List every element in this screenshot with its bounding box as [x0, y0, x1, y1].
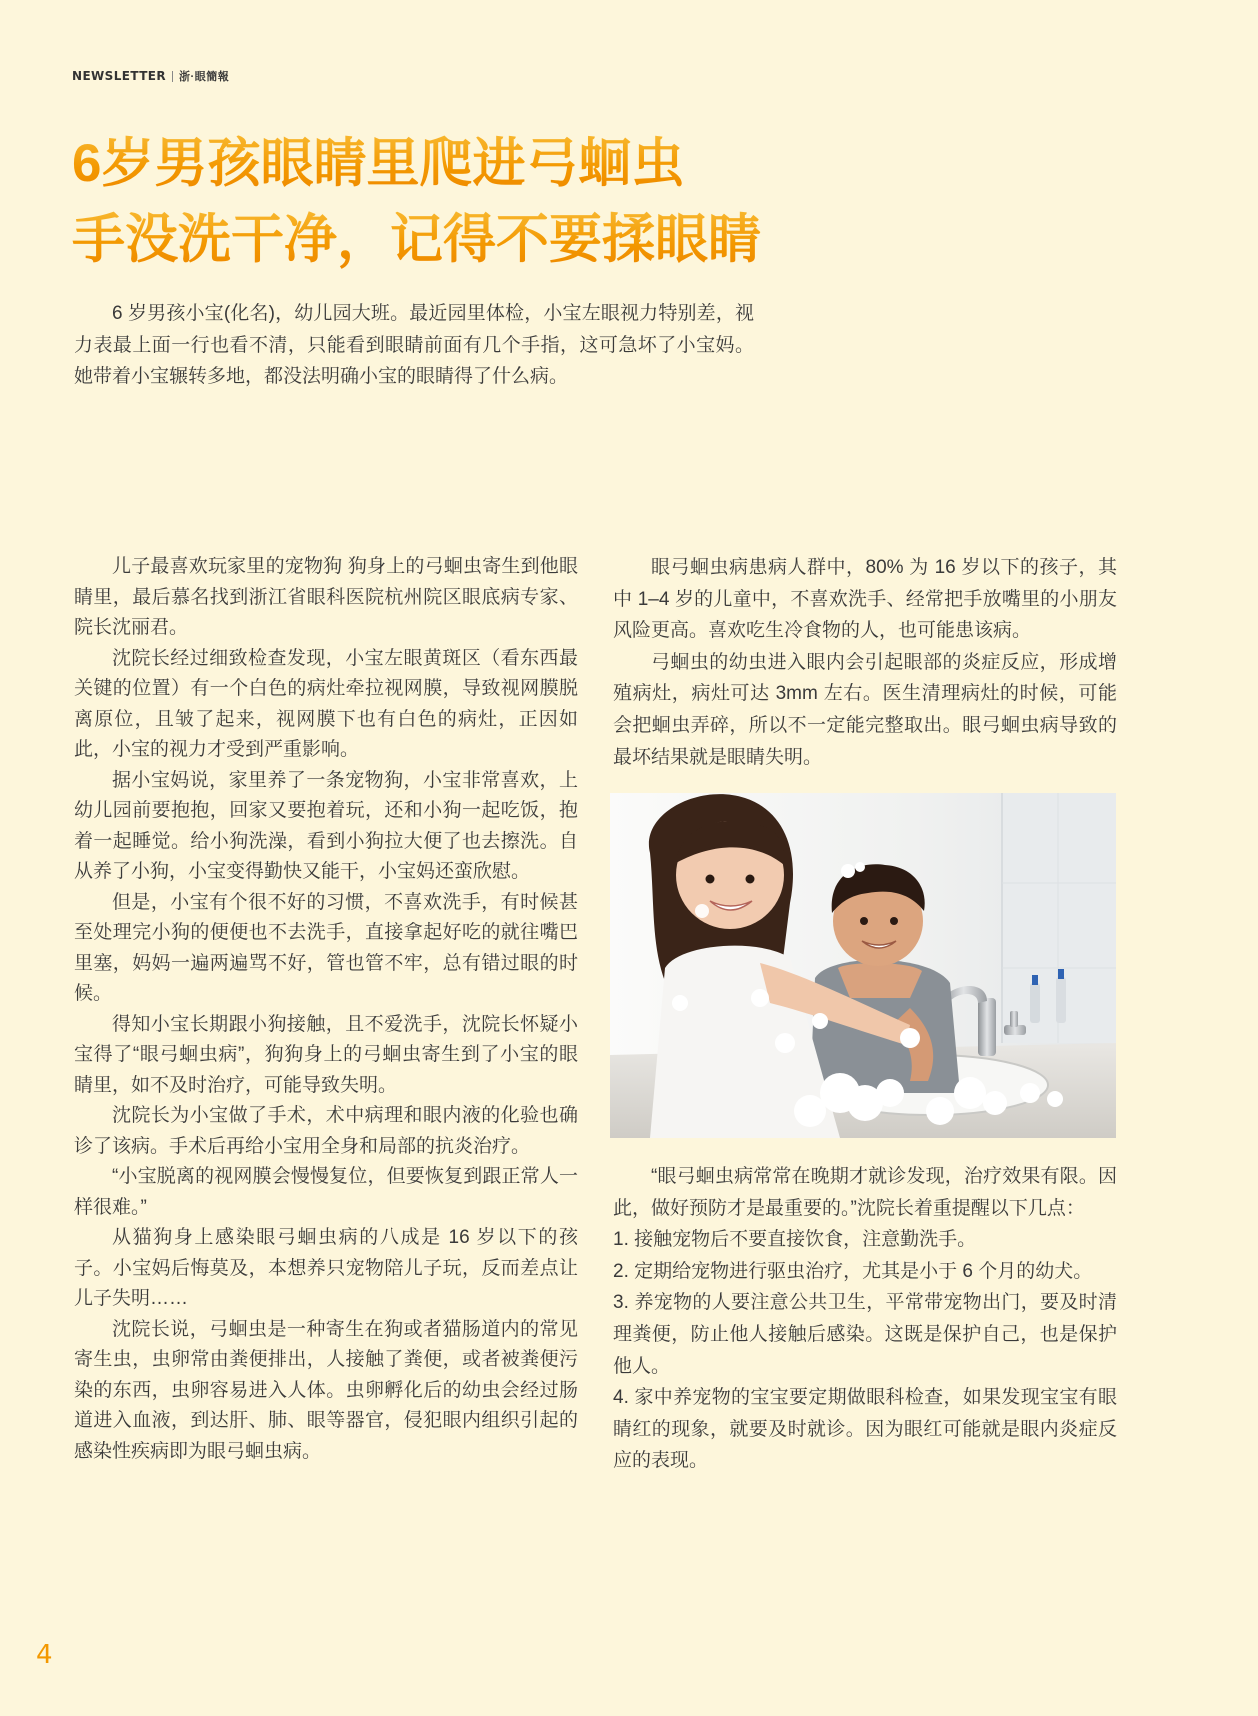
body-paragraph: “眼弓蛔虫病常常在晚期才就诊发现，治疗效果有限。因此，做好预防才是最重要的。”沈院长着重提醒以下几点： [613, 1166, 1117, 1219]
right-column-top [613, 552, 1117, 773]
kids-washing-hands-photo [610, 793, 1116, 1138]
article-intro: 6 岁男孩小宝(化名)，幼儿园大班。最近园里体检，小宝左眼视力特别差，视力表最上面一行也看不清，只能看到眼睛前面有几个手指，这可急坏了小宝妈。她带着小宝辗转多地，都没法明确小宝的眼睛得了什么病。 [74, 303, 754, 387]
article-title-line-1: 6岁男孩眼睛里爬进弓蛔虫 [72, 126, 832, 202]
body-paragraph: 得知小宝长期跟小狗接触，且不爱洗手，沈院长怀疑小宝得了“眼弓蛔虫病”，狗狗身上的弓蛔虫寄生到了小宝的眼睛里，如不及时治疗，可能导致失明。 [74, 1013, 578, 1096]
tip-item: 2. 定期给宠物进行驱虫治疗，尤其是小于 6 个月的幼犬。 [613, 1260, 1093, 1282]
tip-item: 4. 家中养宠物的宝宝要定期做眼科检查，如果发现宝宝有眼睛红的现象，就要及时就诊。因为眼红可能就是眼内炎症反应的表现。 [613, 1387, 1117, 1472]
body-paragraph: 儿子最喜欢玩家里的宠物狗 狗身上的弓蛔虫寄生到他眼睛里，最后慕名找到浙江省眼科医院杭州院区眼底病专家、院长沈丽君。 [74, 556, 578, 638]
body-paragraph: 沈院长说，弓蛔虫是一种寄生在狗或者猫肠道内的常见寄生虫，虫卵常由粪便排出，人接触了粪便，或者被粪便污染的东西，虫卵容易进入人体。虫卵孵化后的幼虫会经过肠道进入血液，到达肝、肺、眼等器官，侵犯眼内组织引起的感染性疾病即为眼弓蛔虫病。 [74, 1318, 578, 1462]
body-paragraph: 但是，小宝有个很不好的习惯，不喜欢洗手，有时候甚至处理完小狗的便便也不去洗手，直接拿起好吃的就往嘴巴里塞，妈妈一遍两遍骂不好，管也管不牢，总有错过眼的时候。 [74, 891, 578, 1004]
quote-paragraph: “小宝脱离的视网膜会慢慢复位，但要恢复到跟正常人一样很难。” [74, 1166, 578, 1218]
body-paragraph: 沈院长为小宝做了手术，术中病理和眼内液的化验也确诊了该病。手术后再给小宝用全身和局部的抗炎治疗。 [74, 1105, 578, 1157]
tip-item: 3. 养宠物的人要注意公共卫生，平常带宠物出门，要及时清理粪便，防止他人接触后感染。这既是保护自己，也是保护他人。 [613, 1292, 1117, 1377]
right-column-bottom [613, 1161, 1117, 1477]
page-number: 4 [36, 1640, 53, 1670]
body-paragraph: 据小宝妈说，家里养了一条宠物狗，小宝非常喜欢，上幼儿园前要抱抱，回家又要抱着玩，还和小狗一起吃饭，抱着一起睡觉。给小狗洗澡，看到小狗拉大便了也去擦洗。自从养了小狗，小宝变得勤快又能干，小宝妈还蛮欣慰。 [74, 769, 578, 882]
article-title-line-2: 手没洗干净，记得不要揉眼睛 [72, 202, 832, 278]
newsletter-brand-en: NEWSLETTER [72, 69, 167, 83]
left-column [74, 552, 578, 1467]
body-paragraph: 沈院长经过细致检查发现，小宝左眼黄斑区（看东西最关键的位置）有一个白色的病灶牵拉视网膜，导致视网膜脱离原位，且皱了起来，视网膜下也有白色的病灶，正因如此，小宝的视力才受到严重影响。 [74, 647, 578, 760]
article-title [72, 126, 832, 278]
newsletter-header [72, 68, 229, 84]
body-paragraph: 从猫狗身上感染眼弓蛔虫病的八成是 16 岁以下的孩子。小宝妈后悔莫及，本想养只宠物陪儿子玩，反而差点让儿子失明…… [74, 1227, 578, 1309]
brand-separator [172, 71, 173, 82]
body-paragraph: 弓蛔虫的幼虫进入眼内会引起眼部的炎症反应，形成增殖病灶，病灶可达 3mm 左右。医生清理病灶的时候，可能会把蛔虫弄碎，所以不一定能完整取出。眼弓蛔虫病导致的最坏结果就是眼睛失明。 [613, 651, 1117, 768]
body-paragraph: 眼弓蛔虫病患病人群中，80% 为 16 岁以下的孩子，其中 1–4 岁的儿童中，不喜欢洗手、经常把手放嘴里的小朋友风险更高。喜欢吃生冷食物的人，也可能患该病。 [613, 557, 1117, 642]
newsletter-brand-cn: 浙·眼簡報 [179, 71, 230, 83]
tip-item: 1. 接触宠物后不要直接饮食，注意勤洗手。 [613, 1229, 977, 1251]
